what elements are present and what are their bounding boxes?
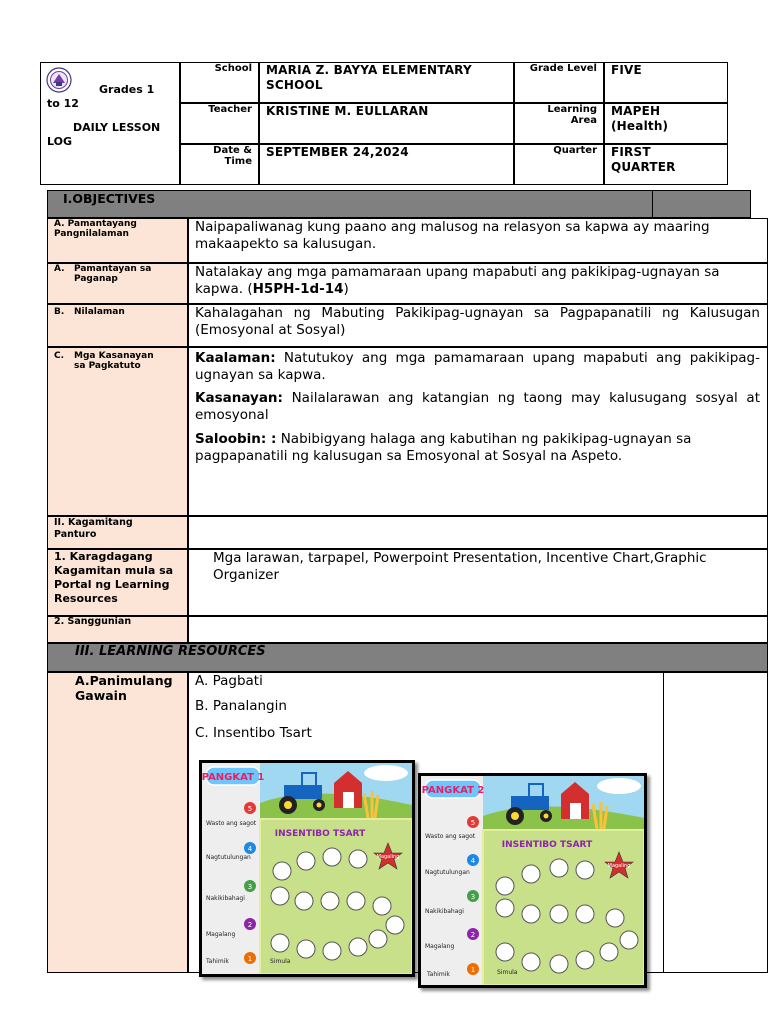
incentive-chart-2-art (421, 776, 644, 985)
obj-a-label: A. Pamantayang Pangnilalaman (54, 219, 137, 239)
sanggunian-label-cell (47, 616, 188, 643)
item-c: C. Insentibo Tsart (195, 725, 312, 741)
obj-b-label-cell (47, 263, 188, 304)
date-value-cell (259, 144, 514, 185)
obj-c-text-cell (188, 304, 768, 347)
svg-text:5: 5 (470, 819, 476, 827)
svg-text:3: 3 (247, 883, 253, 891)
svg-text:2: 2 (470, 931, 476, 939)
obj-c-num: B. (54, 307, 65, 317)
teacher-label: Teacher (208, 104, 252, 115)
school-label-cell (180, 62, 259, 103)
teacher-value-cell (259, 103, 514, 144)
kasanayan-label: Kasanayan: (195, 390, 283, 406)
portal-text: Mga larawan, tarpapel, Powerpoint Presentation, Incentive Chart,Graphic Organizer (213, 550, 707, 583)
quarter-label: Quarter (553, 145, 597, 156)
chart-1-title: INSENTIBO TSART (274, 829, 366, 839)
school-value: MARIA Z. BAYYA ELEMENTARY SCHOOL (266, 63, 472, 92)
chart-1-start: Simula (270, 958, 291, 965)
learning-heading: III. LEARNING RESOURCES (75, 644, 266, 659)
incentive-chart-1-art (202, 763, 412, 974)
kasanayan-body: Nailalarawan ang katangian ng taong may kalusugang sosyal at emosyonal (195, 390, 760, 423)
school-value-cell (259, 62, 514, 103)
chart-1-rating-0: Wasto ang sagot (206, 820, 257, 827)
chart-2-rating-0: Wasto ang sagot (425, 833, 476, 840)
svg-text:3: 3 (470, 893, 476, 901)
chart-1-rating-4: Tahimik (206, 958, 229, 965)
panimula-label-cell (47, 672, 188, 973)
date-label-cell (180, 144, 259, 185)
teacher-label-cell (180, 103, 259, 144)
area-value-1: MAPEH (611, 104, 661, 118)
chart-1-rating-2: Nakikibahagi (206, 895, 245, 902)
dll-line-1: DAILY LESSON (73, 121, 161, 134)
obj-b-label: Pamantayan sa Paganap (74, 264, 152, 284)
svg-text:1: 1 (470, 966, 476, 974)
date-label-2: Time (224, 156, 252, 167)
area-value-2: (Health) (611, 119, 669, 133)
obj-a-text: Naipapaliwanag kung paano ang malusog na relasyon sa kapwa ay maaring makaapekto sa kalusugan. (195, 219, 710, 252)
learning-heading-bar (47, 643, 768, 672)
obj-b-text-cell (188, 263, 768, 304)
obj-b-text-pre: Natalakay ang mga pamamaraan upang mapabuti ang pakikipag-ugnayan sa kapwa. ( (195, 264, 720, 297)
saloobin-body: Nabibigyang halaga ang kabutihan ng pakikipag-ugnayan sa pagpapanatili ng kalusugan sa Emosyonal at Sosyal na Aspeto. (195, 431, 692, 464)
obj-a-label-cell (47, 218, 188, 263)
panimula-label: A.Panimulang Gawain (75, 673, 173, 703)
chart-2-rating-2: Nakikibahagi (425, 908, 464, 915)
obj-b-text (195, 264, 760, 298)
chart-2-finish: Magaling (607, 863, 631, 869)
obj-d-label-cell (47, 347, 188, 516)
deped-block (40, 62, 180, 185)
portal-text-cell (188, 549, 768, 616)
area-label: Learning Area (547, 104, 597, 126)
svg-text:1: 1 (247, 955, 253, 963)
date-value: SEPTEMBER 24,2024 (266, 145, 409, 159)
quarter-value-cell (604, 144, 728, 185)
saloobin-text (195, 431, 760, 465)
quarter-value-2: QUARTER (611, 160, 676, 174)
chart-2-title: INSENTIBO TSART (501, 840, 593, 850)
objectives-heading-bar (47, 190, 653, 218)
chart-1-group: PANGKAT 1 (202, 772, 265, 783)
svg-text:2: 2 (247, 921, 253, 929)
objectives-heading: I.OBJECTIVES (63, 191, 156, 206)
grade-label: Grade Level (529, 63, 597, 74)
to12-label: to 12 (47, 97, 79, 110)
saloobin-label: Saloobin: : (195, 431, 277, 447)
obj-c-label-cell (47, 304, 188, 347)
svg-text:4: 4 (470, 857, 476, 865)
portal-label-cell (47, 549, 188, 616)
kasanayan-text (195, 390, 760, 424)
sanggunian-empty-cell (188, 616, 768, 643)
obj-c-text: Kahalagahan ng Mabuting Pakikipag-ugnayan sa Pagpapanatili ng Kalusugan (Emosyonal at Sosyal) (195, 305, 760, 338)
obj-b-text-post: ) (343, 281, 349, 297)
obj-d-text-cell (188, 347, 768, 516)
incentive-chart-2 (418, 773, 647, 988)
chart-2-rating-3: Magalang (425, 943, 455, 950)
incentive-chart-1 (199, 760, 415, 977)
obj-d-label: Mga Kasanayan sa Pagkatuto (74, 351, 154, 371)
obj-d-num: C. (54, 351, 65, 361)
item-b: B. Panalangin (195, 698, 287, 714)
grade-value-cell (604, 62, 728, 103)
chart-2-group: PANGKAT 2 (421, 785, 485, 796)
quarter-value-1: FIRST (611, 145, 651, 159)
chart-1-finish: Magaling (376, 854, 400, 860)
grades-label: Grades 1 (99, 83, 155, 96)
kaalaman-text (195, 350, 760, 384)
kagamitan-label: II. Kagamitang Panturo (54, 517, 133, 540)
kaalaman-label: Kaalaman: (195, 350, 276, 366)
kagamitan-empty-cell (188, 516, 768, 549)
obj-c-label: Nilalaman (74, 307, 125, 317)
kaalaman-body: Natutukoy ang mga pamamaraan upang mapabuti ang pakikipag-ugnayan sa kapwa. (195, 350, 760, 383)
grade-label-cell (514, 62, 604, 103)
area-label-cell (514, 103, 604, 144)
svg-text:4: 4 (247, 845, 253, 853)
area-value-cell (604, 103, 728, 144)
kagamitan-label-cell (47, 516, 188, 549)
dll-line-2: LOG (47, 135, 72, 148)
sanggunian-label: 2. Sanggunian (54, 616, 132, 627)
panimula-side-cell (663, 672, 768, 973)
chart-2-start: Simula (497, 969, 518, 976)
portal-label: 1. Karagdagang Kagamitan mula sa Portal ng Learning Resources (54, 550, 174, 605)
objectives-heading-side (652, 190, 751, 218)
quarter-label-cell (514, 144, 604, 185)
item-a: A. Pagbati (195, 673, 263, 689)
chart-1-rating-1: Nagtutulungan (206, 854, 251, 861)
date-label-1: Date & (213, 145, 252, 156)
obj-b-code: H5PH-1d-14 (252, 281, 344, 297)
svg-text:5: 5 (247, 805, 253, 813)
deped-seal-icon (46, 67, 72, 93)
school-label: School (214, 63, 252, 74)
chart-2-rating-4: Tahimik (427, 971, 450, 978)
obj-a-text-cell (188, 218, 768, 263)
teacher-value: KRISTINE M. EULLARAN (266, 104, 429, 118)
grade-value: FIVE (611, 63, 642, 77)
obj-b-num: A. (54, 264, 65, 274)
chart-1-rating-3: Magalang (206, 931, 236, 938)
chart-2-rating-1: Nagtutulungan (425, 869, 470, 876)
